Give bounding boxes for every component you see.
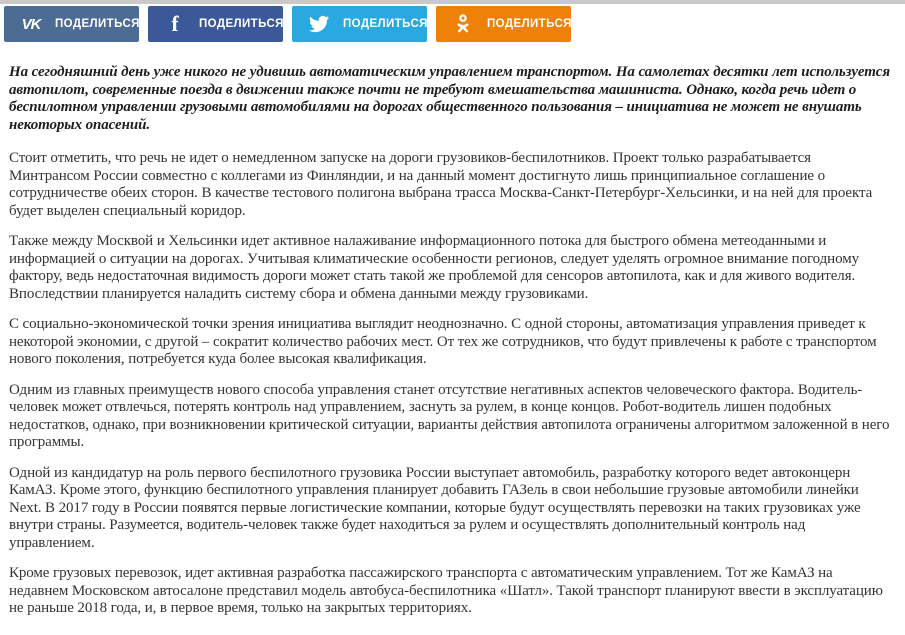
article-paragraph: С социально-экономической точки зрения инициатива выглядит неоднозначно. С одной стороны, автоматизация управления приведет к некоторой экономии, с другой – сократит количество рабочих мест. От тех же сотрудников, что будут привлечены к работе с транспортом нового поколения, потребуется куда более высокая квалификация. [9, 316, 877, 367]
share-bar [0, 4, 905, 44]
facebook-share-label: ПОДЕЛИТЬСЯ [199, 18, 284, 30]
odnoklassniki-share-count: 0 [571, 16, 580, 32]
facebook-share-button[interactable] [148, 6, 292, 42]
twitter-share-count: 1 [427, 16, 436, 32]
article-paragraph: Одним из главных преимуществ нового способа управления станет отсутствие негативных аспектов человеческого фактора. Водитель-человек может отвлечься, потерять контроль над управлением, заснуть за рулем, в конце концов. Робот-водитель лишен подобных недостатков, однако, при возникновении критической ситуации, варианты действия автопилота ограничены алгоритмом заложенной в него программы. [9, 381, 890, 450]
article-paragraph: Кроме грузовых перевозок, идет активная разработка пассажирского транспорта с автоматическим управлением. Тот же КамАЗ на недавнем Московском автосалоне представил модель автобуса-беспилотника «Шатл». Такой транспорт планируют ввести в эксплуатацию не раньше 2018 года, и, в первое время, только на закрытых территориях. [9, 565, 883, 616]
odnoklassniki-share-label: ПОДЕЛИТЬСЯ [487, 18, 572, 30]
vk-share-count: 2 [139, 16, 148, 32]
vk-share-button[interactable] [4, 6, 148, 42]
twitter-share-button[interactable] [292, 6, 436, 42]
facebook-share-count: 1 [283, 16, 292, 32]
vk-share-label: ПОДЕЛИТЬСЯ [55, 18, 140, 30]
twitter-bird-icon [307, 14, 331, 34]
article-paragraph: Также между Москвой и Хельсинки идет активное налаживание информационного потока для быстрого обмена метеоданными и информацией о ситуации на дорогах. Учитывая климатические особенности регионов, следует уделять огромное внимание погодному фактору, ведь недостаточная видимость дороги может стать такой же проблемой для сенсоров автопилота, как и для живого водителя. Впоследствии планируется наладить систему сбора и обмена данными между грузовиками. [9, 233, 859, 302]
vk-icon: VK [21, 15, 41, 33]
odnoklassniki-share-button[interactable] [436, 6, 580, 42]
article-body [0, 44, 905, 618]
article-paragraph: Стоит отметить, что речь не идет о немедленном запуске на дороги грузовиков-беспилотников. Проект только разрабатывается Минтрансом России совместно с коллегами из Финляндии, и на данный момент достигнуто лишь принципиальное соглашение о сотрудничестве обеих сторон. В качестве тестового полигона выбрана трасса Москва-Санкт-Петербург-Хельсинки, и на ней для проекта будет выделен специальный коридор. [9, 150, 873, 219]
article-paragraph: Одной из кандидатур на роль первого беспилотного грузовика России выступает автомобиль, разработку которого ведет автоконцерн КамАЗ. Кроме этого, функцию беспилотного управления планирует добавить ГАЗель в свои небольшие грузовые автомобили линейки Next. В 2017 году в России появятся первые логистические компании, которые будут осуществлять перевозки на таких грузовиках уже внутри страны. Разумеется, водитель-человек также будет находиться за рулем и осуществлять дополнительный контроль над управлением. [9, 464, 861, 551]
facebook-icon: f [171, 11, 179, 36]
article-lead-paragraph: На сегодняшний день уже никого не удивишь автоматическим управлением транспортом. На самолетах десятки лет используется автопилот, современные поезда в движении также почти не требуют вмешательства машиниста. Однако, когда речь идет о беспилотном управлении грузовыми автомобилями на дорогах общественного пользования – инициатива не может не внушать некоторых опасений. [9, 64, 890, 133]
twitter-share-label: ПОДЕЛИТЬСЯ [343, 18, 428, 30]
odnoklassniki-icon [451, 13, 475, 35]
